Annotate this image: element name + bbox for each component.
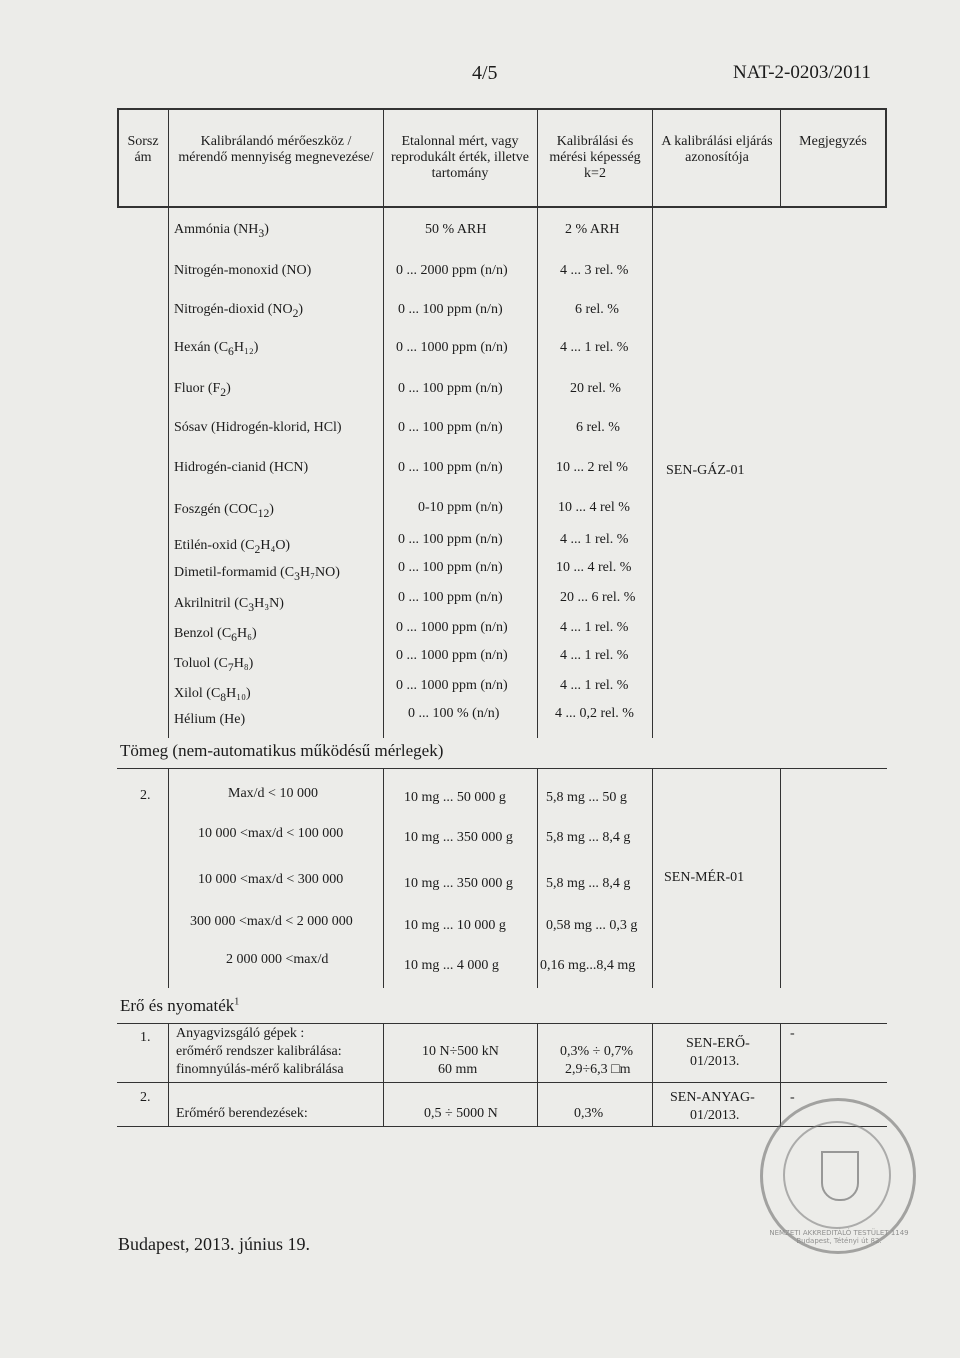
gas-row: Etilén-oxid $(C_2H_4O)$ <box>174 538 291 556</box>
force-row-cmc: 2,9÷6,3 □m <box>565 1062 631 1077</box>
gas-row: Nitrogén-monoxid (NO) <box>174 263 312 278</box>
gas-row: Foszgén $(COC_{12})$ <box>174 502 274 520</box>
force-row-procedure: 01/2013. <box>690 1054 740 1069</box>
mass-row-cmc: 5,8 mg ... 8,4 g <box>546 830 631 845</box>
gas-cmc: 4 ... 1 rel. % <box>560 620 629 635</box>
mass-row-range: 10 mg ... 50 000 g <box>404 790 506 805</box>
force-row-number: 2. <box>140 1090 151 1105</box>
document-id: NAT-2-0203/2011 <box>733 62 871 83</box>
force-row-name: erőmérő rendszer kalibrálása: <box>176 1044 342 1059</box>
gas-row: Hexán $(C_6H_{12})$ <box>174 340 259 358</box>
force-row-procedure: SEN-ERŐ- <box>686 1036 750 1051</box>
gas-range: 0-10 ppm (n/n) <box>418 500 503 515</box>
gas-range: 0 ... 1000 ppm (n/n) <box>396 340 508 355</box>
gas-row: Hélium (He) <box>174 712 246 727</box>
gas-row: Toluol $(C_7H_8)$ <box>174 656 254 674</box>
force-row-cmc: 0,3% <box>574 1106 604 1121</box>
gas-range: 0 ... 100 ppm (n/n) <box>398 590 503 605</box>
mass-row-cmc: 5,8 mg ... 8,4 g <box>546 876 631 891</box>
gas-cmc: 2 % ARH <box>565 222 620 237</box>
gas-cmc: 20 rel. % <box>570 381 621 396</box>
gas-range: 0 ... 100 ppm (n/n) <box>398 460 503 475</box>
gas-row: Sósav (Hidrogén-klorid, HCl) <box>174 420 342 435</box>
header-capability: Kalibrálási és mérési képesség k=2 <box>549 134 641 181</box>
force-row-range: 10 N÷500 kN <box>422 1044 499 1059</box>
gas-row: Dimetil-formamid $(C_3H_7NO)$ <box>174 565 340 583</box>
coat-of-arms-icon <box>821 1151 859 1201</box>
gas-row: Nitrogén-dioxid $(NO_2)$ <box>174 302 304 320</box>
mass-row-range: 10 mg ... 350 000 g <box>404 830 513 845</box>
gas-range: 0 ... 100 ppm (n/n) <box>398 420 503 435</box>
gas-cmc: 4 ... 3 rel. % <box>560 263 629 278</box>
gas-cmc: 4 ... 1 rel. % <box>560 678 629 693</box>
gas-cmc: 4 ... 1 rel. % <box>560 340 629 355</box>
force-row-name: Anyagvizsgáló gépek : <box>176 1026 305 1041</box>
mass-row-cmc: 0,58 mg ... 0,3 g <box>546 918 638 933</box>
gas-cmc: 4 ... 0,2 rel. % <box>555 706 634 721</box>
header-serial: Sorsz ám <box>127 134 159 165</box>
mass-row-cmc: 0,16 mg...8,4 mg <box>540 958 636 973</box>
gas-row: Fluor $(F_2)$ <box>174 381 231 399</box>
force-row-range: 60 mm <box>438 1062 478 1077</box>
gas-range: 0 ... 1000 ppm (n/n) <box>396 678 508 693</box>
accreditation-stamp <box>760 1098 916 1254</box>
gas-cmc: 20 ... 6 rel. % <box>560 590 636 605</box>
gas-cmc: 10 ... 4 rel. % <box>556 560 632 575</box>
page-number: 4/5 <box>472 62 498 84</box>
gas-row: Ammónia $(NH_3)$ <box>174 222 269 240</box>
place-and-date: Budapest, 2013. június 19. <box>118 1234 310 1254</box>
mass-row-cmc: 5,8 mg ... 50 g <box>546 790 627 805</box>
mass-row-range: 10 mg ... 4 000 g <box>404 958 499 973</box>
mass-section-title: Tömeg (nem-automatikus működésű mérlegek) <box>120 741 444 760</box>
force-row-name: finomnyúlás-mérő kalibrálása <box>176 1062 344 1077</box>
gas-range: 0 ... 100 % (n/n) <box>408 706 500 721</box>
header-range: Etalonnal mért, vagy reprodukált érték, illetve tartomány <box>391 134 529 181</box>
mass-row-name: 300 000 <max/d < 2 000 000 <box>190 914 353 929</box>
gas-range: 0 ... 100 ppm (n/n) <box>398 560 503 575</box>
force-row-cmc: 0,3% ÷ 0,7% <box>560 1044 634 1059</box>
header-remark: Megjegyzés <box>799 134 867 149</box>
gas-cmc: 10 ... 4 rel % <box>558 500 630 515</box>
force-row-note: - <box>790 1090 795 1105</box>
mass-number: 2. <box>140 788 151 803</box>
gas-range: 0 ... 1000 ppm (n/n) <box>396 620 508 635</box>
gas-range: 50 % ARH <box>425 222 487 237</box>
gas-range: 0 ... 1000 ppm (n/n) <box>396 648 508 663</box>
force-section-title: Erő és nyomaték$^1$ <box>120 996 240 1015</box>
force-row-range: 0,5 ÷ 5000 N <box>424 1106 498 1121</box>
stamp-inner-ring <box>783 1121 891 1229</box>
mass-row-name: 10 000 <max/d < 100 000 <box>198 826 344 841</box>
gas-procedure-id: SEN-GÁZ-01 <box>666 463 745 478</box>
gas-range: 0 ... 100 ppm (n/n) <box>398 532 503 547</box>
force-row-procedure: 01/2013. <box>690 1108 740 1123</box>
gas-cmc: 10 ... 2 rel % <box>556 460 628 475</box>
mass-row-name: 2 000 000 <max/d <box>226 952 329 967</box>
force-row-number: 1. <box>140 1030 151 1045</box>
gas-row: Akrilnitril $(C_3H_3N)$ <box>174 596 284 614</box>
mass-row-range: 10 mg ... 10 000 g <box>404 918 506 933</box>
force-row-note: - <box>790 1026 795 1041</box>
mass-procedure-id: SEN-MÉR-01 <box>664 870 745 885</box>
gas-range: 0 ... 100 ppm (n/n) <box>398 302 503 317</box>
gas-row: Benzol $(C_6H_6)$ <box>174 626 257 644</box>
gas-range: 0 ... 100 ppm (n/n) <box>398 381 503 396</box>
gas-cmc: 6 rel. % <box>576 420 620 435</box>
gas-cmc: 4 ... 1 rel. % <box>560 532 629 547</box>
stamp-text: NEMZETI AKKREDITÁLÓ TESTÜLET 1149 Budapest, Tétényi út 82. <box>769 1229 909 1245</box>
header-procedure: A kalibrálási eljárás azonosítója <box>661 134 773 165</box>
force-row-procedure: SEN-ANYAG- <box>670 1090 755 1105</box>
mass-row-name: 10 000 <max/d < 300 000 <box>198 872 344 887</box>
gas-row: Xilol $(C_8H_{10})$ <box>174 686 251 704</box>
mass-row-range: 10 mg ... 350 000 g <box>404 876 513 891</box>
gas-cmc: 4 ... 1 rel. % <box>560 648 629 663</box>
mass-row-name: Max/d < 10 000 <box>228 786 318 801</box>
gas-range: 0 ... 2000 ppm (n/n) <box>396 263 508 278</box>
header-device: Kalibrálandó mérőeszköz / mérendő mennyiség megnevezése/ <box>178 134 374 165</box>
gas-cmc: 6 rel. % <box>575 302 619 317</box>
gas-row: Hidrogén-cianid (HCN) <box>174 460 309 475</box>
force-row-name: Erőmérő berendezések: <box>176 1106 308 1121</box>
